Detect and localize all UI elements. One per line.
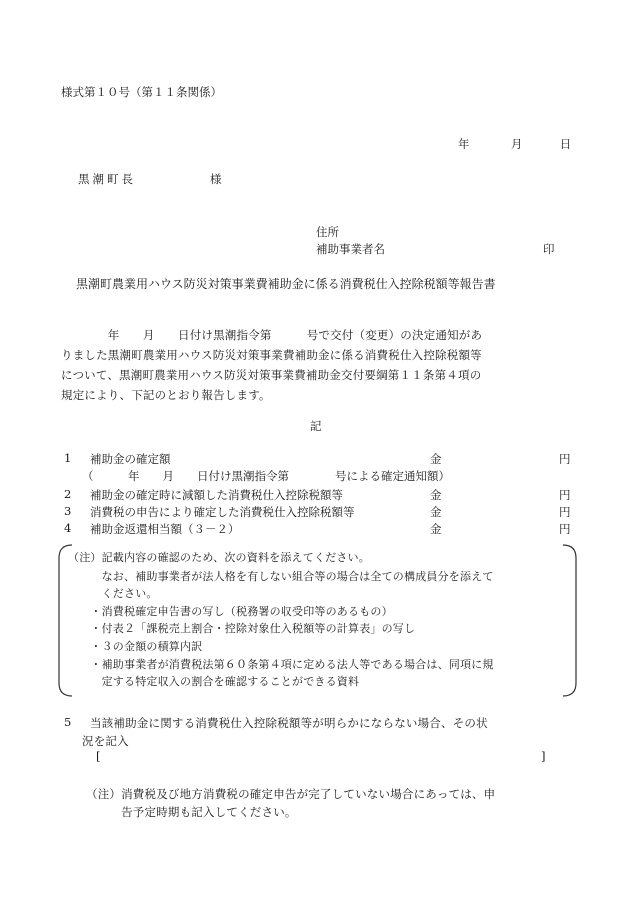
final-note-line-1: （注）消費税及び地方消費税の確定申告が完了していない場合にあっては、申 — [86, 787, 496, 801]
item-1-kin: 金 — [430, 452, 442, 466]
item-2-en: 円 — [559, 488, 571, 502]
note-line-7: ・補助事業者が消費税法第６０条第４項に定める法人等である場合は、同項に規 — [68, 658, 494, 671]
item-4-en: 円 — [559, 522, 571, 536]
document-title: 黒潮町農業用ハウス防災対策事業費補助金に係る消費税仕入控除税額等報告書 — [76, 277, 496, 291]
item-4-label: 補助金返還相当額（３－２） — [90, 522, 240, 536]
item-4-kin: 金 — [430, 522, 442, 536]
address-label: 住所 — [316, 225, 339, 239]
body-line-2: りました黒潮町農業用ハウス防災対策事業費補助金に係る消費税仕入控除税額等 — [61, 348, 482, 362]
item-2-num: 2 — [64, 487, 72, 501]
item-5-bracket-open: [ — [96, 749, 101, 763]
date-year: 年 — [458, 137, 470, 151]
item-5-bracket-close: ] — [541, 749, 546, 763]
note-line-6: ・３の金額の積算内訳 — [68, 640, 203, 653]
item-3-label: 消費税の申告により確定した消費税仕入控除税額等 — [90, 505, 355, 519]
date-day: 日 — [559, 137, 572, 151]
note-line-5: ・付表２「課税売上割合・控除対象仕入税額等の計算表」の写し — [68, 622, 416, 635]
note-line-4: ・消費税確定申告書の写し（税務署の収受印等のあるもの） — [68, 605, 393, 618]
item-3-num: 3 — [64, 504, 72, 518]
item-2-kin: 金 — [430, 488, 442, 502]
body-line-1: 年 月 日付け黒潮指令第 号で交付（変更）の決定通知があ — [61, 328, 483, 342]
final-note-line-2: 告予定時期も記入してください。 — [86, 805, 297, 819]
item-3-en: 円 — [559, 505, 571, 519]
form-label: 様式第１０号（第１１条関係） — [61, 85, 222, 99]
note-line-3: ください。 — [68, 587, 158, 600]
note-line-2: なお、補助事業者が法人格を有しない組合等の場合は全ての構成員分を添えて — [68, 570, 494, 583]
item-1-num: 1 — [64, 451, 72, 465]
addressee-honorific: 様 — [210, 172, 222, 186]
item-1-note: （ 年 月 日付け黒潮指令第 号による確定通知額） — [82, 469, 450, 483]
item-1-en: 円 — [559, 452, 571, 466]
item-5-line-1: 当該補助金に関する消費税仕入控除税額等が明らかにならない場合、その状 — [90, 716, 488, 730]
addressee-name: 黒潮町長 — [78, 172, 136, 186]
applicant-name-label: 補助事業者名 — [316, 242, 385, 256]
ki-heading: 記 — [310, 419, 322, 433]
date-month: 月 — [510, 137, 523, 151]
item-2-label: 補助金の確定時に減額した消費税仕入控除税額等 — [90, 488, 343, 502]
note-line-1: （注）記載内容の確認のため、次の資料を添えてください。 — [68, 551, 370, 564]
item-1-label: 補助金の確定額 — [90, 452, 171, 466]
body-line-4: 規定により、下記のとおり報告します。 — [61, 388, 271, 402]
seal-mark: 印 — [543, 242, 555, 256]
note-line-8: 定する特定収入の割合を確認することができる資料 — [68, 675, 360, 688]
item-5-num: 5 — [64, 715, 72, 729]
item-4-num: 4 — [64, 521, 72, 535]
body-line-3: について、黒潮町農業用ハウス防災対策事業費補助金交付要綱第１１条第４項の — [61, 368, 482, 382]
item-5-line-2: 況を記入 — [82, 734, 129, 748]
item-3-kin: 金 — [430, 505, 442, 519]
date-line — [458, 136, 571, 152]
